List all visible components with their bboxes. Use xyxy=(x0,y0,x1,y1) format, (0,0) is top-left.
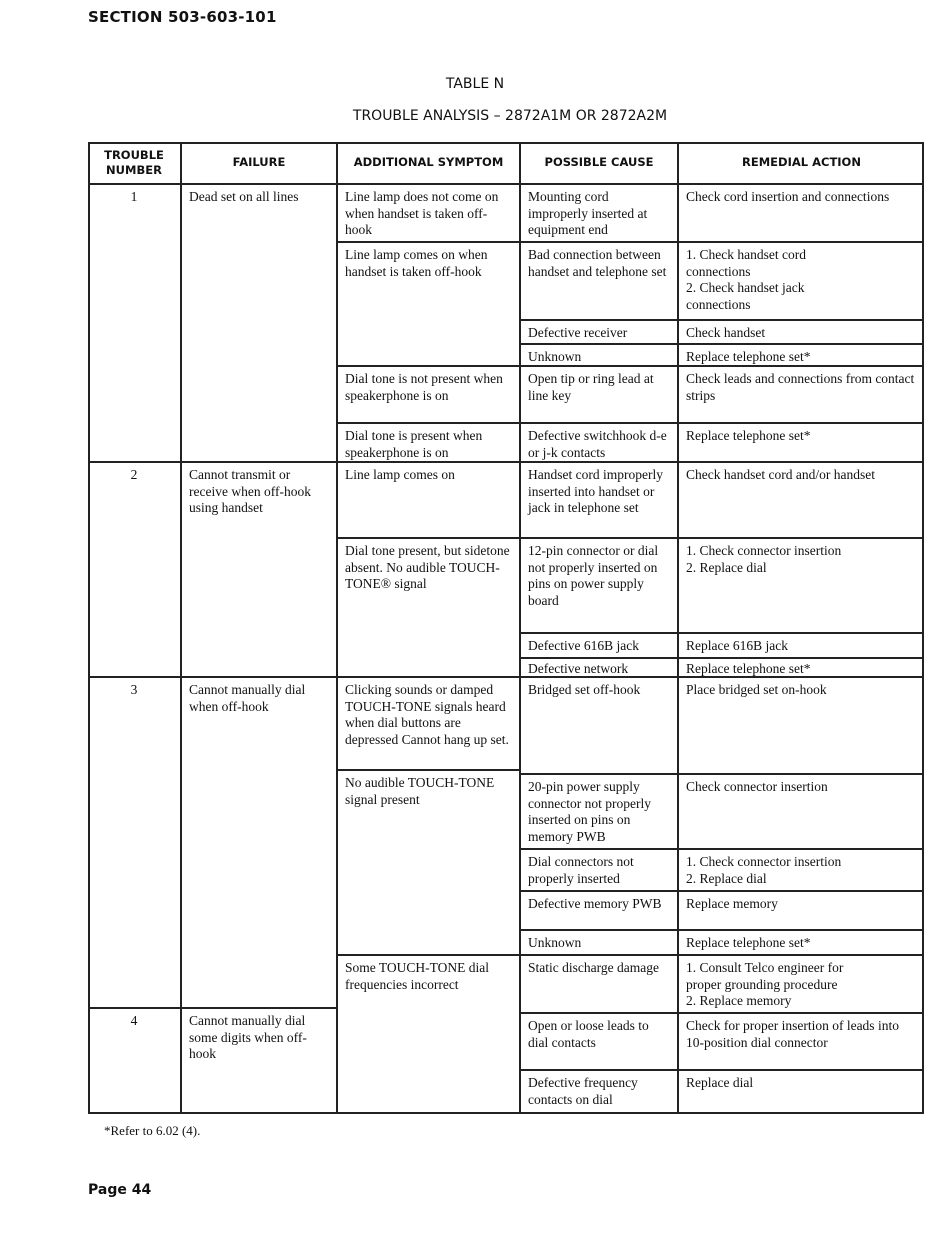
symptom-cell: Dial tone is present when speakerphone is on xyxy=(336,422,519,461)
action-cell: Replace telephone set* xyxy=(677,422,924,461)
cause-cell: Defective 616B jack xyxy=(519,632,677,657)
cause-cell: 12-pin connector or dial not properly inserted on pins on power supply board xyxy=(519,537,677,632)
cause-cell: Defective network xyxy=(519,657,677,676)
cause-cell: Defective frequency contacts on dial xyxy=(519,1069,677,1114)
action-cell: Replace telephone set* xyxy=(677,343,924,365)
cause-cell: Mounting cord improperly inserted at equipment end xyxy=(519,183,677,241)
trouble-number: 1 xyxy=(88,183,180,461)
cause-cell: Defective receiver xyxy=(519,319,677,343)
symptom-cell: Line lamp comes on when handset is taken off-hook xyxy=(336,241,519,365)
cause-cell: Defective memory PWB xyxy=(519,890,677,929)
cause-cell: 20-pin power supply connector not properly inserted on pins on memory PWB xyxy=(519,773,677,848)
cause-cell: Unknown xyxy=(519,929,677,954)
action-cell: Check cord insertion and connections xyxy=(677,183,924,241)
action-cell: Check connector insertion xyxy=(677,773,924,848)
trouble-number: 2 xyxy=(88,461,180,676)
section-header: SECTION 503-603-101 xyxy=(88,8,277,26)
cause-cell: Defective switchhook d-e or j-k contacts xyxy=(519,422,677,461)
cause-cell: Bridged set off-hook xyxy=(519,676,677,773)
action-cell: 1. Check handset cord connections 2. Check handset jack connections xyxy=(677,241,924,319)
footnote: *Refer to 6.02 (4). xyxy=(104,1123,201,1138)
action-cell: Replace telephone set* xyxy=(677,657,924,676)
cause-cell: Unknown xyxy=(519,343,677,365)
cause-cell: Open or loose leads to dial contacts xyxy=(519,1012,677,1069)
action-cell: Check handset cord and/or handset xyxy=(677,461,924,537)
action-cell: Check leads and connections from contact strips xyxy=(677,365,924,422)
trouble-analysis-table xyxy=(88,142,924,1114)
symptom-cell: Dial tone is not present when speakerphone is on xyxy=(336,365,519,422)
symptom-cell: Line lamp comes on xyxy=(336,461,519,537)
cause-cell: Dial connectors not properly inserted xyxy=(519,848,677,890)
cause-cell: Static discharge damage xyxy=(519,954,677,1012)
action-cell: 1. Check connector insertion 2. Replace dial xyxy=(677,848,924,890)
table-subtitle: TROUBLE ANALYSIS – 2872A1M OR 2872A2M xyxy=(352,108,668,124)
cause-cell: Bad connection between handset and telephone set xyxy=(519,241,677,319)
symptom-cell: Some TOUCH-TONE dial frequencies incorrect xyxy=(336,954,519,1114)
col-header-remedial-action: REMEDIAL ACTION xyxy=(677,142,924,183)
action-cell: 1. Consult Telco engineer for proper grounding procedure 2. Replace memory xyxy=(677,954,924,1012)
cause-cell: Open tip or ring lead at line key xyxy=(519,365,677,422)
col-header-additional-symptom: ADDITIONAL SYMPTOM xyxy=(336,142,519,183)
action-cell: Replace memory xyxy=(677,890,924,929)
failure-text: Dead set on all lines xyxy=(180,183,336,461)
symptom-cell: Line lamp does not come on when handset is taken off-hook xyxy=(336,183,519,241)
trouble-number: 3 xyxy=(88,676,180,1007)
action-cell: 1. Check connector insertion 2. Replace dial xyxy=(677,537,924,632)
action-cell: Replace dial xyxy=(677,1069,924,1114)
trouble-number: 4 xyxy=(88,1007,180,1114)
failure-text: Cannot manually dial some digits when off-hook xyxy=(180,1007,336,1114)
col-header-failure: FAILURE xyxy=(180,142,336,183)
action-cell: Replace telephone set* xyxy=(677,929,924,954)
action-cell: Place bridged set on-hook xyxy=(677,676,924,773)
cause-cell: Handset cord improperly inserted into handset or jack in telephone set xyxy=(519,461,677,537)
action-cell: Replace 616B jack xyxy=(677,632,924,657)
page-number: Page 44 xyxy=(88,1182,152,1198)
table-title: TABLE N xyxy=(445,76,505,92)
col-header-possible-cause: POSSIBLE CAUSE xyxy=(519,142,677,183)
col-header-trouble-number: TROUBLE NUMBER xyxy=(104,147,164,177)
action-cell: Check handset xyxy=(677,319,924,343)
failure-text: Cannot manually dial when off-hook xyxy=(180,676,336,1007)
symptom-cell: No audible TOUCH-TONE signal present xyxy=(336,769,519,954)
symptom-cell: Clicking sounds or damped TOUCH-TONE signals heard when dial buttons are depressed Cannot hang up set. xyxy=(336,676,519,769)
symptom-cell: Dial tone present, but sidetone absent. No audible TOUCH-TONE® signal xyxy=(336,537,519,676)
failure-text: Cannot transmit or receive when off-hook using handset xyxy=(180,461,336,676)
action-cell: Check for proper insertion of leads into 10-position dial connector xyxy=(677,1012,924,1069)
